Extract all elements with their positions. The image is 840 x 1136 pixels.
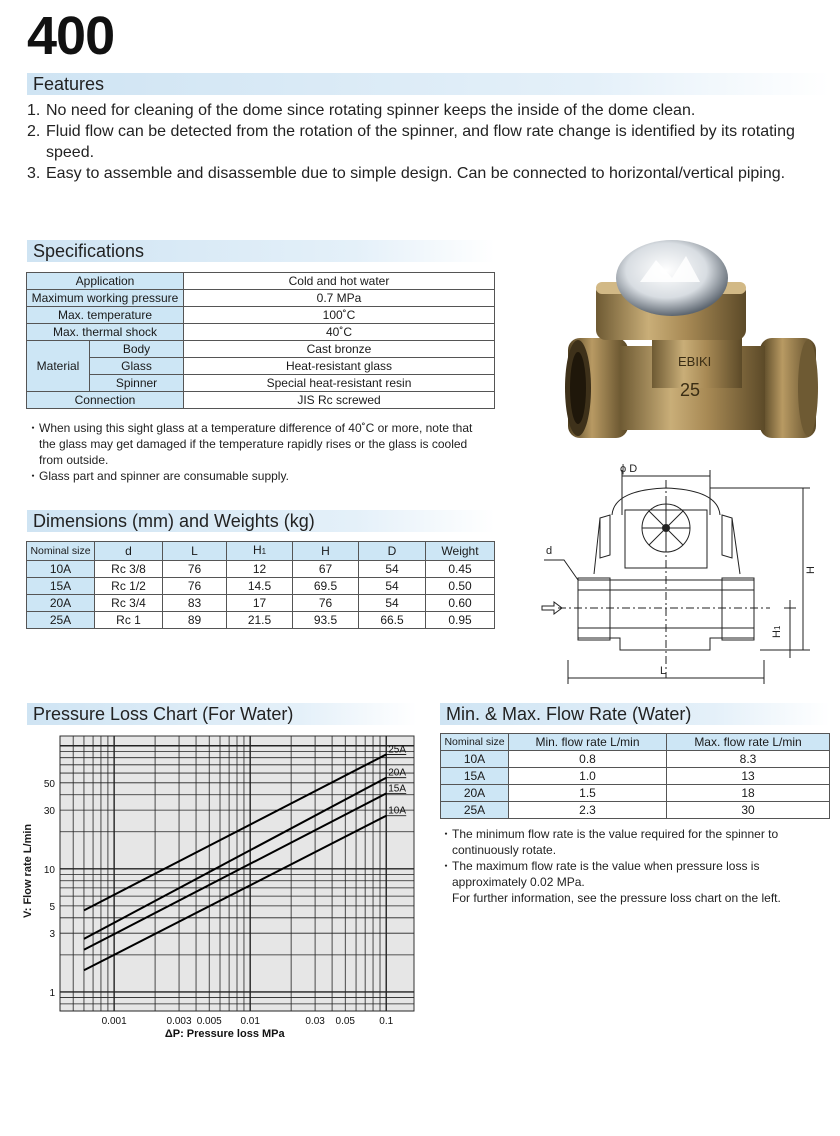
model-number: 400 — [27, 6, 115, 66]
table-row: 10A 0.8 8.3 — [441, 751, 830, 768]
spec-label: Maximum working pressure — [27, 290, 184, 307]
flow-note-extra: For further information, see the pressure loss chart on the left. — [452, 891, 781, 905]
chart-x-axis-label: ΔP: Pressure loss MPa — [164, 1028, 285, 1040]
spec-note: ・ When using this sight glass at a temperature difference of 40˚C or more, note that the glass may get damaged if the temperature rapidly rises or the glass is cooled from outside. — [27, 421, 473, 467]
table-row — [27, 341, 495, 358]
dimensions-title: Dimensions (mm) and Weights (kg) — [33, 511, 315, 531]
spec-value: Cold and hot water — [184, 273, 495, 290]
spec-value: JIS Rc screwed — [184, 392, 495, 409]
product-size-mark: 25 — [680, 380, 701, 400]
table-header-row — [441, 734, 830, 751]
spec-label: Application — [27, 273, 184, 290]
col-header: L — [163, 542, 227, 561]
col-header: Min. flow rate L/min — [509, 734, 667, 751]
spec-note: ・ Glass part and spinner are consumable supply. — [27, 469, 289, 483]
chart-x-tick-label: 0.03 — [305, 1016, 325, 1027]
col-header: Nominal size — [441, 734, 509, 751]
feature-item — [27, 121, 807, 163]
table-row: 25A Rc 1 89 21.5 93.5 66.5 0.95 — [27, 612, 495, 629]
drawing-outline — [544, 470, 810, 684]
spec-label: Max. temperature — [27, 307, 184, 324]
label-h: H — [805, 566, 817, 574]
spinner-drawing — [642, 504, 690, 552]
flow-rate-title: Min. & Max. Flow Rate (Water) — [446, 704, 692, 724]
chart-y-ticks — [44, 779, 56, 999]
pressure-chart-title: Pressure Loss Chart (For Water) — [33, 704, 294, 724]
dimensions-table — [26, 541, 495, 629]
specifications-table — [26, 272, 495, 409]
specifications-title: Specifications — [33, 241, 145, 261]
chart-series-label: 25A — [388, 744, 407, 756]
label-d: d — [546, 545, 553, 557]
flow-rate-table — [440, 733, 830, 819]
col-header: Nominal size — [27, 542, 95, 561]
table-row: 15A 1.0 13 — [441, 768, 830, 785]
chart-x-tick-label: 0.01 — [240, 1016, 260, 1027]
spec-label-material: Material — [27, 341, 90, 392]
spec-sublabel: Glass — [90, 358, 184, 375]
feature-text: No need for cleaning of the dome since rotating spinner keeps the inside of the dome clean. — [46, 102, 696, 119]
flow-note: ・ The minimum flow rate is the value required for the spinner to continuously rotate. — [440, 827, 779, 857]
feature-number: 2. — [27, 123, 41, 140]
feature-item — [27, 163, 812, 184]
spec-notes — [27, 420, 487, 484]
label-l: L — [660, 665, 667, 677]
table-row: 15A Rc 1/2 76 14.5 69.5 54 0.50 — [27, 578, 495, 595]
bullet: ・ — [440, 859, 453, 873]
features-list — [27, 100, 807, 184]
pressure-loss-chart — [30, 728, 430, 1048]
table-row: 20A 1.5 18 — [441, 785, 830, 802]
table-header-row — [27, 542, 495, 561]
chart-series-label: 15A — [388, 783, 407, 795]
chart-y-axis-label: V: Flow rate L/min — [22, 823, 34, 918]
product-brand: EBIKI — [678, 354, 712, 369]
table-row — [27, 273, 495, 290]
chart-y-tick-label: 10 — [43, 864, 55, 876]
col-header: H — [293, 542, 359, 561]
table-row — [27, 307, 495, 324]
feature-number: 3. — [27, 165, 41, 182]
chart-x-ticks — [102, 1016, 394, 1027]
chart-x-tick-label: 0.001 — [101, 1016, 127, 1027]
feature-number: 1. — [27, 102, 41, 119]
col-header-h1: H1 — [227, 542, 293, 561]
spec-value: Cast bronze — [184, 341, 495, 358]
chart-series-label: 10A — [388, 805, 407, 817]
spec-sublabel: Body — [90, 341, 184, 358]
chart-y-tick-label: 1 — [49, 987, 55, 999]
chart-y-tick-label: 30 — [43, 806, 55, 818]
chart-y-tick-label: 50 — [43, 778, 55, 790]
table-row — [27, 290, 495, 307]
features-header-bar — [27, 73, 830, 95]
label-phi-d: ϕ D — [620, 463, 638, 475]
chart-y-tick-label: 3 — [49, 929, 55, 941]
chart-x-tick-label: 0.05 — [335, 1016, 356, 1027]
label-h1: H1 — [771, 625, 783, 638]
bullet: ・ — [27, 469, 40, 483]
flow-rate-notes — [440, 826, 820, 906]
chart-x-tick-label: 0.1 — [379, 1016, 394, 1027]
chart-series-label: 20A — [388, 767, 407, 779]
table-row — [27, 358, 495, 375]
chart-x-tick-label: 0.003 — [166, 1016, 192, 1027]
feature-text: Fluid flow can be detected from the rotation of the spinner, and flow rate change is identified by its rotating speed. — [46, 123, 795, 161]
col-header: Max. flow rate L/min — [667, 734, 830, 751]
spec-value: Special heat-resistant resin — [184, 375, 495, 392]
table-row: 25A 2.3 30 — [441, 802, 830, 819]
feature-item — [27, 100, 807, 121]
col-header: D — [359, 542, 426, 561]
spec-value: 0.7 MPa — [184, 290, 495, 307]
col-header: d — [95, 542, 163, 561]
spec-value: Heat-resistant glass — [184, 358, 495, 375]
table-row: 20A Rc 3/4 83 17 76 54 0.60 — [27, 595, 495, 612]
technical-drawing — [530, 460, 832, 685]
sight-glass-body — [565, 240, 818, 438]
bullet: ・ — [27, 421, 40, 435]
flow-note: ・ The maximum flow rate is the value when pressure loss is approximately 0.02 MPa. — [440, 859, 760, 889]
product-photo — [560, 238, 832, 460]
table-row — [27, 324, 495, 341]
chart-x-tick-label: 0.005 — [196, 1016, 222, 1027]
chart-y-tick-label: 5 — [49, 901, 55, 913]
spec-label: Max. thermal shock — [27, 324, 184, 341]
col-header: Weight — [426, 542, 495, 561]
table-row — [27, 392, 495, 409]
spec-sublabel: Spinner — [90, 375, 184, 392]
spec-value: 100˚C — [184, 307, 495, 324]
table-row — [27, 375, 495, 392]
bullet: ・ — [440, 827, 453, 841]
feature-text: Easy to assemble and disassemble due to simple design. Can be connected to horizontal/vertical piping. — [46, 165, 786, 182]
spec-label: Connection — [27, 392, 184, 409]
table-row: 10A Rc 3/8 76 12 67 54 0.45 — [27, 561, 495, 578]
features-title: Features — [33, 74, 105, 94]
spec-value: 40˚C — [184, 324, 495, 341]
